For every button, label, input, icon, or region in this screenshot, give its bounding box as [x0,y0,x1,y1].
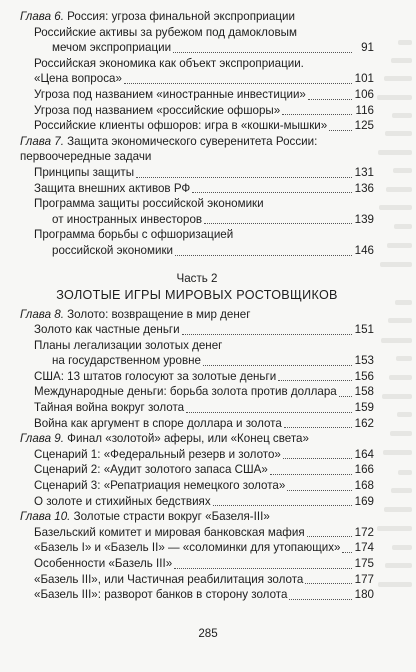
chapter-title: Финал «золотой» аферы, или «Конец света» [67,432,309,446]
bleed-through-stroke [377,526,412,531]
bleed-through-stroke [393,168,412,173]
toc-entry-line: Российская экономика как объект экспроприации. [34,56,304,70]
page-number: 285 [198,627,218,640]
page-ref: 125 [354,119,374,133]
toc-entry: Базельский комитет и мировая банковская мафия 172 [34,525,374,539]
chapter-heading [20,431,374,447]
toc-entry: Война как аргумент в споре доллара и золота 162 [34,416,374,430]
toc-entry: «Базель III», или Частичная реабилитация золота 177 [34,572,374,586]
toc-entry: от иностранных инвесторов 139 [52,212,374,226]
page-ref: 131 [354,165,374,179]
chapter-label: Глава 6. [20,10,64,23]
chapter-7 [20,134,374,259]
toc-entry: Сценарий 2: «Аудит золотого запаса США» 166 [34,463,374,477]
toc-entry: Международные деньги: борьба золота против доллара 158 [34,385,374,399]
chapter-10 [20,509,374,603]
page-ref: 159 [354,401,374,415]
bleed-through-stroke [378,150,412,155]
chapter-title-cont: первоочередные задачи [20,150,152,164]
toc-entry: Особенности «Базель III» 175 [34,557,374,570]
page-ref: 116 [355,103,374,117]
bleed-through-stroke [397,412,412,417]
chapter-heading [20,307,374,323]
bleed-through-stroke [384,507,412,512]
bleed-through-stroke [377,95,412,100]
chapter-title: Золотые страсти вокруг «Базеля-III» [73,510,270,524]
page-ref: 156 [354,369,374,383]
bleed-through-stroke [380,262,412,267]
toc-entry-line: Программа борьбы с офшоризацией [34,228,234,242]
toc-entry: Золото как частные деньги 151 [34,323,374,337]
chapter-title: Россия: угроза финальной экспроприации [67,10,295,23]
bleed-through-stroke [398,40,412,45]
page-ref: 101 [354,72,374,86]
page-ref: 172 [354,525,374,539]
part-label: Часть 2 [176,271,218,285]
bleed-through-stroke [384,76,412,81]
toc-entry: на государственном уровне 153 [52,354,374,368]
toc-entry: Российские клиенты офшоров: игра в «кошки-мышки» 125 [34,119,374,133]
chapter-label: Глава 8. [20,307,64,321]
toc-entry: российской экономики 146 [52,243,374,257]
toc-entry: Тайная война вокруг золота 159 [34,401,374,415]
page-ref: 162 [354,416,374,430]
bleed-through-stroke [387,243,412,248]
bleed-through-stroke [394,224,412,229]
chapter-heading [20,9,374,25]
bleed-through-stroke [381,338,412,343]
toc-entry-line: Программа защиты российской экономики [34,197,264,211]
page-ref: 136 [354,181,374,195]
bleed-through-stroke [379,205,412,210]
chapter-label: Глава 10. [20,510,71,524]
page-ref: 146 [354,243,374,257]
page-ref: 177 [354,572,374,586]
toc-entry: «Цена вопроса» 101 [34,72,374,86]
chapter-8 [20,307,374,432]
page-ref: 164 [354,447,374,461]
bleed-through-stroke [385,563,412,568]
page-ref: 166 [354,463,374,477]
chapter-label: Глава 7. [20,134,64,148]
bleed-through-stroke [378,582,412,587]
bleed-through-stroke [391,488,412,493]
chapter-title: Защита экономического суверенитета России: [67,134,318,148]
page-ref: 174 [354,541,374,555]
toc-entry: О золоте и стихийных бедствиях 169 [34,494,374,508]
page-ref: 91 [361,41,374,55]
toc-entry: Принципы защиты 131 [34,165,374,179]
bleed-through-stroke [386,187,412,192]
toc-entry-line: Планы легализации золотых денег [34,338,223,352]
page-ref: 175 [354,557,374,570]
bleed-through-stroke [392,113,412,118]
page-ref: 168 [354,479,374,493]
toc-entry: Угроза под названием «российские офшоры» 116 [34,103,374,117]
toc-entry: Угроза под названием «иностранные инвестиции» 106 [34,87,374,101]
bleed-through-stroke [392,545,412,550]
bleed-through-stroke [391,58,412,63]
toc-entry: «Базель I» и «Базель II» — «соломинки для утопающих» 174 [34,541,374,555]
page-ref: 153 [354,354,374,368]
chapter-6 [20,9,374,134]
bleed-through-stroke [382,394,412,399]
page-ref: 106 [354,87,374,101]
part-title: ЗОЛОТЫЕ ИГРЫ МИРОВЫХ РОСТОВЩИКОВ [56,287,338,302]
chapter-9 [20,431,374,509]
bleed-through-stroke [388,318,412,323]
toc-entry: Сценарий 3: «Репатриация немецкого золота» 168 [34,479,374,493]
chapter-heading [20,134,374,150]
page-ref: 180 [354,588,374,602]
page-ref: 169 [354,494,374,508]
toc-entry: мечом экспроприации 91 [52,41,374,55]
page-ref: 151 [354,323,374,337]
toc-entry: США: 13 штатов голосуют за золотые деньги 156 [34,369,374,383]
bleed-through-stroke [389,375,412,380]
toc-entry: «Базель III»: разворот банков в сторону золота 180 [34,588,374,602]
page-ref: 158 [354,385,374,399]
bleed-through-stroke [395,300,412,305]
bleed-through-stroke [390,431,412,436]
table-of-contents [20,9,374,603]
bleed-through-stroke [398,470,412,475]
toc-entry-line: Российские активы за рубежом под дамокловым [34,25,297,39]
toc-entry: Сценарий 1: «Федеральный резерв и золото» 164 [34,447,374,461]
chapter-heading [20,509,374,525]
chapter-label: Глава 9. [20,432,64,446]
page-ref: 139 [354,212,374,226]
chapter-title: Золото: возвращение в мир денег [67,307,251,321]
bleed-through-stroke [385,131,412,136]
bleed-through-stroke [383,450,412,455]
bleed-through-stroke [396,356,412,361]
toc-entry: Защита внешних активов РФ 136 [34,181,374,195]
bleed-through-text [372,0,416,672]
